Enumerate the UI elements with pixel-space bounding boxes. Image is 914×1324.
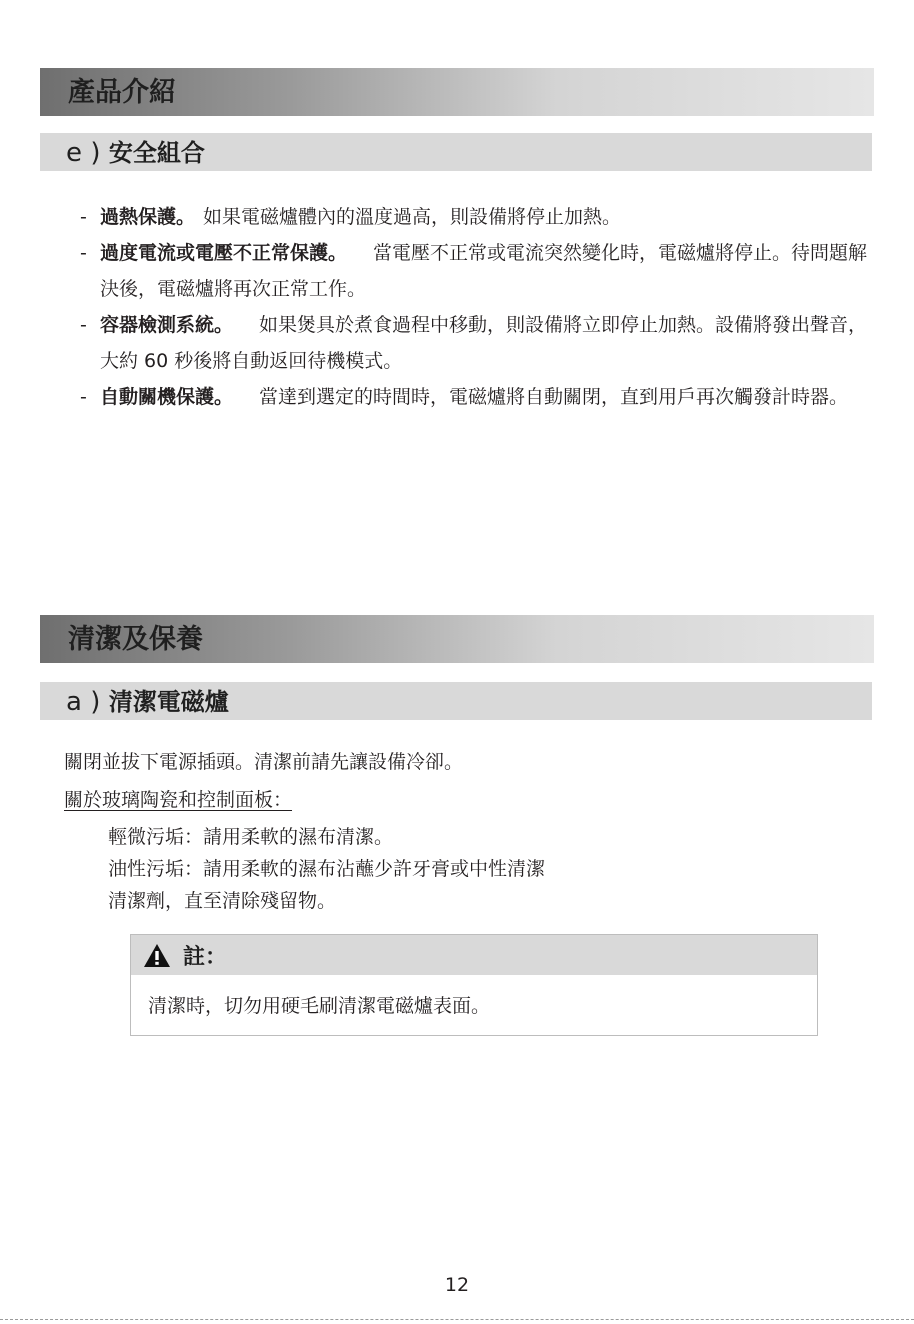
section-header-product-intro — [40, 68, 874, 116]
panel-heading: 關於玻璃陶瓷和控制面板： — [64, 789, 293, 811]
bullet-dash: - — [80, 314, 87, 336]
list-item — [80, 379, 870, 415]
subsection-paren: ) — [90, 687, 101, 717]
note-header — [131, 935, 817, 975]
warning-icon — [143, 943, 171, 968]
subsection-header-clean-cooker — [40, 682, 872, 720]
note-label: 註： — [183, 944, 228, 970]
feature-term: 過度電流或電壓不正常保護。 — [100, 242, 348, 264]
subsection-title: 清潔電磁爐 — [108, 688, 229, 716]
cleaning-intro: 關閉並拔下電源插頭。清潔前請先讓設備冷卻。 — [64, 751, 464, 773]
bullet-dash: - — [80, 206, 87, 228]
list-item — [80, 199, 870, 235]
cleaning-line: 油性污垢：請用柔軟的濕布沾蘸少許牙膏或中性清潔 — [108, 858, 546, 880]
subsection-letter: a — [66, 687, 82, 717]
list-item — [80, 307, 870, 379]
subsection-letter: e — [66, 138, 82, 168]
subsection-paren: ) — [90, 138, 101, 168]
feature-term: 容器檢測系統。 — [100, 314, 234, 336]
feature-term: 自動關機保護。 — [100, 386, 234, 408]
section-header-cleaning — [40, 615, 874, 663]
bullet-dash: - — [80, 242, 87, 264]
note-box — [130, 934, 818, 1036]
feature-description: 當電壓不正常或電流突然變化時，電磁爐將停止。待問題解決後，電磁爐將再次正常工作。 — [100, 242, 868, 300]
feature-description: 如果電磁爐體內的溫度過高，則設備將停止加熱。 — [203, 206, 622, 228]
section-title: 清潔及保養 — [68, 624, 203, 655]
feature-description: 如果煲具於煮食過程中移動，則設備將立即停止加熱。設備將發出聲音，大約 60 秒後將自動返回待機模式。 — [100, 314, 868, 372]
cleaning-instructions — [64, 745, 844, 917]
feature-term: 過熱保護。 — [100, 206, 196, 228]
cleaning-line: 清潔劑，直至清除殘留物。 — [108, 890, 337, 912]
page-number: 12 — [444, 1274, 470, 1296]
subsection-title: 安全組合 — [108, 139, 205, 167]
feature-description: 當達到選定的時間時，電磁爐將自動關閉，直到用戶再次觸發計時器。 — [259, 386, 849, 408]
bottom-divider — [0, 1319, 914, 1320]
cleaning-line: 輕微污垢：請用柔軟的濕布清潔。 — [108, 826, 394, 848]
section-title: 產品介紹 — [68, 77, 176, 108]
list-item — [80, 235, 870, 307]
subsection-header-safety — [40, 133, 872, 171]
safety-feature-list — [80, 199, 870, 415]
bullet-dash: - — [80, 386, 87, 408]
note-text: 清潔時，切勿用硬毛刷清潔電磁爐表面。 — [148, 995, 491, 1017]
